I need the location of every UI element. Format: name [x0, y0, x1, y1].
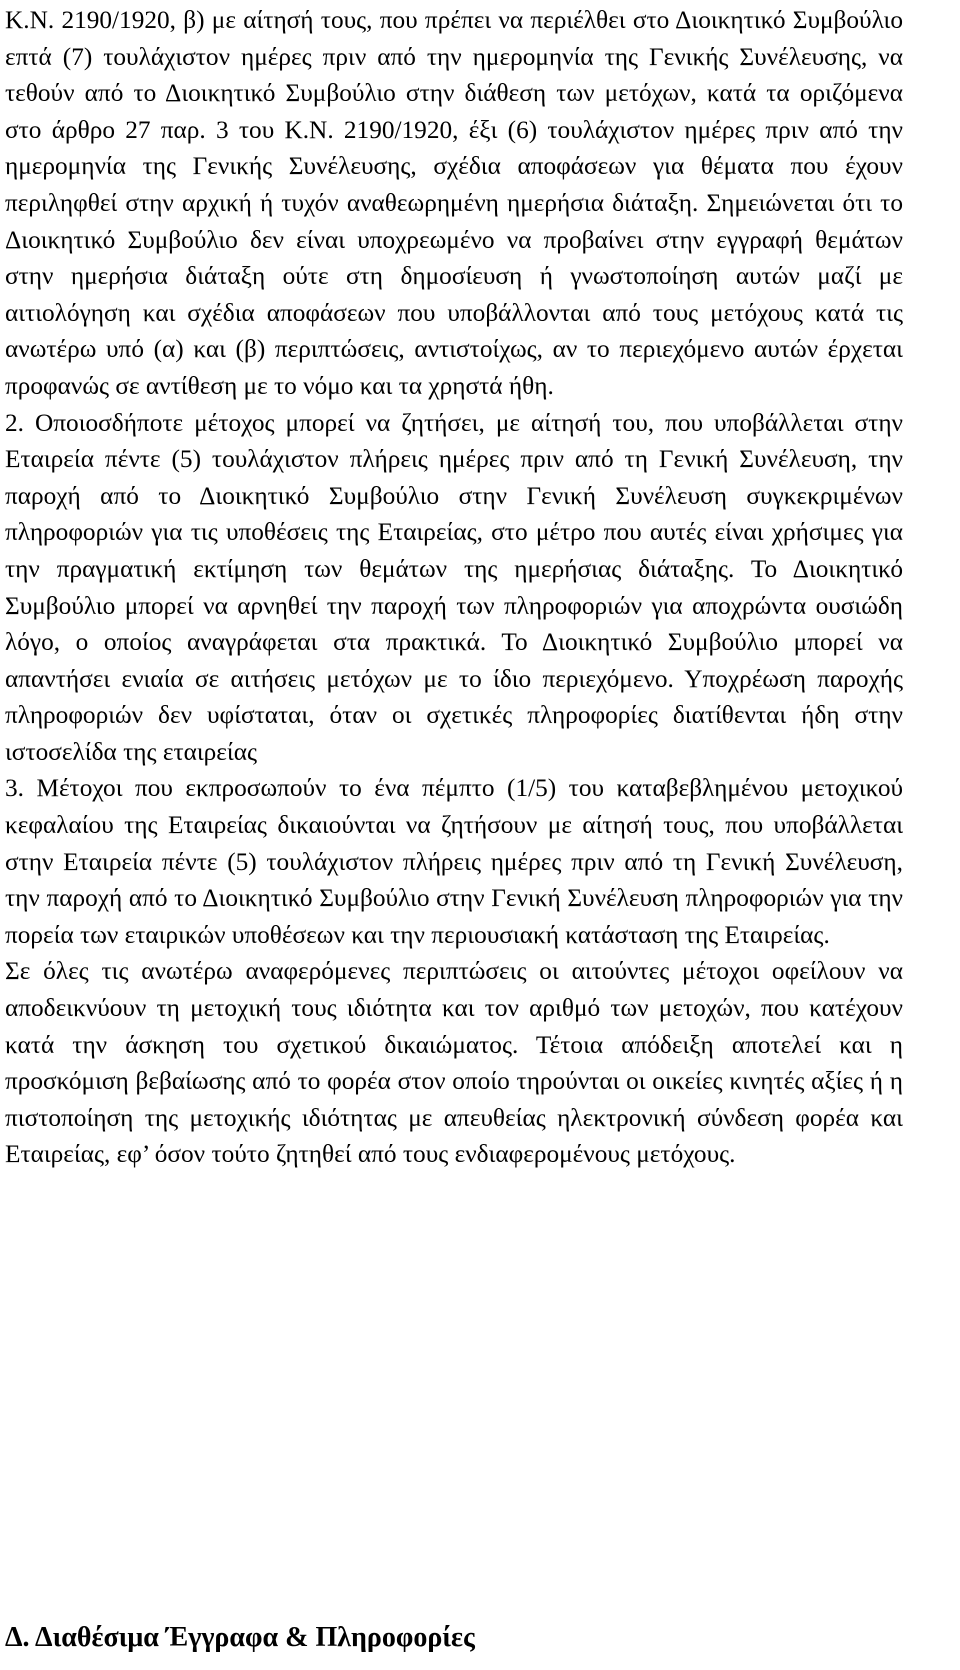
paragraph-proof-of-shareholding: Σε όλες τις ανωτέρω αναφερόμενες περιπτώσεις οι αιτούντες μέτοχοι οφείλουν να αποδεικνύουν τη μετοχική τους ιδιότητα και τον αριθμό των μετοχών, που κατέχουν κατά την άσκηση του σχετικού δικαιώματος. Τέτοια απόδειξη αποτελεί και η προσκόμιση βεβαίωσης από το φορέα στον οποίο τηρούνται οι οικείες κινητές αξίες ή η πιστοποίηση της μετοχικής ιδιότητας με απευθείας ηλεκτρονική σύνδεση φορέα και Εταιρείας, εφ’ όσον τούτο ζητηθεί από τους ενδιαφερομένους μετόχους.: [5, 957, 903, 1169]
section-heading: Δ. Διαθέσιμα Έγγραφα & Πληροφορίες: [5, 1622, 475, 1653]
paragraph-information-request: 2. Οποιοσδήποτε μέτοχος μπορεί να ζητήσει, με αίτησή του, που υποβάλλεται στην Εταιρεία πέντε (5) τουλάχιστον πλήρεις ημέρες πριν από τη Γενική Συνέλευση, την παροχή από το Διοικητικό Συμβούλιο στην Γενική Συνέλευση συγκεκριμένων πληροφοριών για τις υποθέσεις της Εταιρείας, στο μέτρο που αυτές είναι χρήσιμες για την πραγματική εκτίμηση των θεμάτων της ημερήσιας διάταξης. Το Διοικητικό Συμβούλιο μπορεί να αρνηθεί την παροχή των πληροφοριών για αποχρώντα ουσιώδη λόγο, ο οποίος αναγράφεται στα πρακτικά. Το Διοικητικό Συμβούλιο μπορεί να απαντήσει ενιαία σε αιτήσεις μετόχων με το ίδιο περιεχόμενο. Υποχρέωση παροχής πληροφοριών δεν υφίσταται, όταν οι σχετικές πληροφορίες διατίθενται ήδη στην ιστοσελίδα της εταιρείας: [5, 408, 903, 766]
paragraph-shareholder-requests-b: Κ.Ν. 2190/1920, β) με αίτησή τους, που πρέπει να περιέλθει στο Διοικητικό Συμβούλιο επτά (7) τουλάχιστον ημέρες πριν από την ημερομηνία της Γενικής Συνέλευσης, να τεθούν από το Διοικητικό Συμβούλιο στην διάθεση των μετόχων, κατά τα οριζόμενα στο άρθρο 27 παρ. 3 του Κ.Ν. 2190/1920, έξι (6) τουλάχιστον ημέρες πριν από την ημερομηνία της Γενικής Συνέλευσης, σχέδια αποφάσεων για θέματα που έχουν περιληφθεί στην αρχική ή τυχόν αναθεωρημένη ημερήσια διάταξη. Σημειώνεται ότι το Διοικητικό Συμβούλιο δεν είναι υποχρεωμένο να προβαίνει στην εγγραφή θεμάτων στην ημερήσια διάταξη ούτε στη δημοσίευση ή γνωστοποίηση αυτών μαζί με αιτιολόγηση και σχέδια αποφάσεων που υποβάλλονται από τους μετόχους κατά τις ανωτέρω υπό (α) και (β) περιπτώσεις, αντιστοίχως, αν το περιεχόμενο αυτών έρχεται προφανώς σε αντίθεση με το νόμο και τα χρηστά ήθη.: [5, 6, 903, 400]
paragraph-minority-shareholders: 3. Μέτοχοι που εκπροσωπούν το ένα πέμπτο (1/5) του καταβεβλημένου μετοχικού κεφαλαίου της Εταιρείας δικαιούνται να ζητήσουν με αίτησή τους, που υποβάλλεται στην Εταιρεία πέντε (5) τουλάχιστον πλήρεις ημέρες πριν από τη Γενική Συνέλευση, την παροχή από το Διοικητικό Συμβούλιο στην Γενική Συνέλευση πληροφοριών για την πορεία των εταιρικών υποθέσεων και την περιουσιακή κατάσταση της Εταιρείας.: [5, 774, 903, 949]
document-body: [5, 2, 903, 1173]
